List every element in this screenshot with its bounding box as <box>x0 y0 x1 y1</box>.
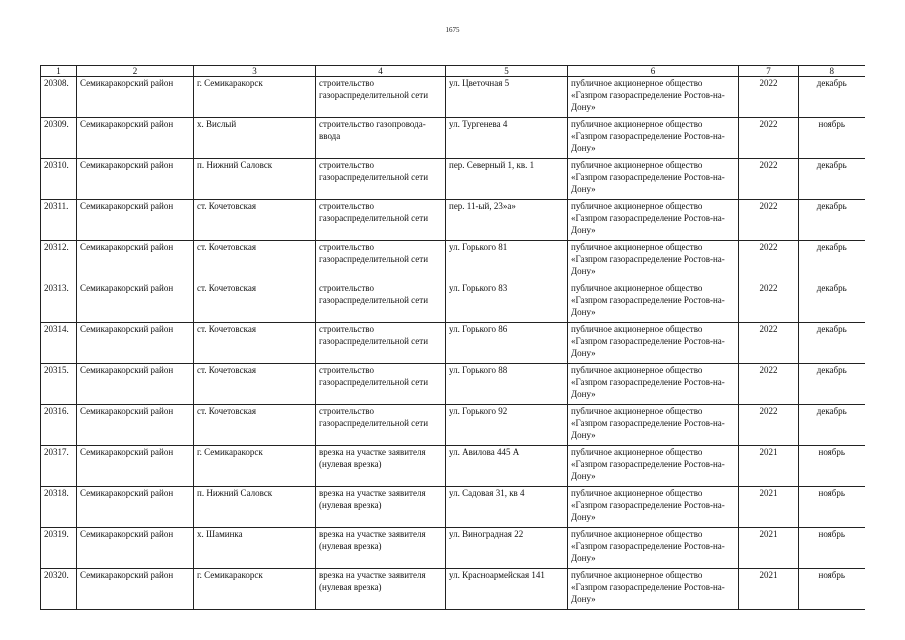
company-cell: публичное акционерное общество «Газпром газораспределение Ростов-на-Дону» <box>568 364 739 405</box>
row-number: 20312. <box>41 241 77 282</box>
address-cell: ул. Горького 88 <box>446 364 568 405</box>
company-cell: публичное акционерное общество «Газпром газораспределение Ростов-на-Дону» <box>568 528 739 569</box>
district-cell: Семикаракорский район <box>77 77 194 118</box>
registry-table <box>40 65 865 610</box>
company-cell: публичное акционерное общество «Газпром газораспределение Ростов-на-Дону» <box>568 77 739 118</box>
company-cell: публичное акционерное общество «Газпром газораспределение Ростов-на-Дону» <box>568 323 739 364</box>
locality-cell: х. Вислый <box>194 118 316 159</box>
district-cell: Семикаракорский район <box>77 528 194 569</box>
district-cell: Семикаракорский район <box>77 487 194 528</box>
locality-cell: г. Семикаракорск <box>194 569 316 610</box>
work-type-cell: строительство газораспределительной сети <box>316 405 446 446</box>
locality-cell: ст. Кочетовская <box>194 241 316 282</box>
row-number: 20310. <box>41 159 77 200</box>
work-type-cell: строительство газораспределительной сети <box>316 200 446 241</box>
company-cell: публичное акционерное общество «Газпром газораспределение Ростов-на-Дону» <box>568 159 739 200</box>
table-row <box>41 528 865 569</box>
row-number: 20317. <box>41 446 77 487</box>
column-header: 6 <box>568 66 739 77</box>
row-number: 20313. <box>41 282 77 323</box>
locality-cell: ст. Кочетовская <box>194 323 316 364</box>
company-cell: публичное акционерное общество «Газпром газораспределение Ростов-на-Дону» <box>568 405 739 446</box>
district-cell: Семикаракорский район <box>77 241 194 282</box>
address-cell: ул. Авилова 445 А <box>446 446 568 487</box>
work-type-cell: строительство газораспределительной сети <box>316 77 446 118</box>
year-cell: 2021 <box>739 446 799 487</box>
row-number: 20309. <box>41 118 77 159</box>
column-header: 7 <box>739 66 799 77</box>
row-number: 20314. <box>41 323 77 364</box>
year-cell: 2022 <box>739 159 799 200</box>
address-cell: ул. Виноградная 22 <box>446 528 568 569</box>
work-type-cell: врезка на участке заявителя (нулевая врезка) <box>316 446 446 487</box>
work-type-cell: строительство газораспределительной сети <box>316 282 446 323</box>
work-type-cell: врезка на участке заявителя (нулевая врезка) <box>316 528 446 569</box>
row-number: 20308. <box>41 77 77 118</box>
month-cell: ноябрь <box>799 446 865 487</box>
column-header: 2 <box>77 66 194 77</box>
address-cell: ул. Горького 86 <box>446 323 568 364</box>
row-number: 20311. <box>41 200 77 241</box>
company-cell: публичное акционерное общество «Газпром газораспределение Ростов-на-Дону» <box>568 487 739 528</box>
address-cell: ул. Горького 92 <box>446 405 568 446</box>
company-cell: публичное акционерное общество «Газпром газораспределение Ростов-на-Дону» <box>568 446 739 487</box>
company-cell: публичное акционерное общество «Газпром газораспределение Ростов-на-Дону» <box>568 241 739 282</box>
work-type-cell: строительство газопровода-ввода <box>316 118 446 159</box>
locality-cell: ст. Кочетовская <box>194 282 316 323</box>
district-cell: Семикаракорский район <box>77 446 194 487</box>
row-number: 20319. <box>41 528 77 569</box>
locality-cell: п. Нижний Саловск <box>194 159 316 200</box>
company-cell: публичное акционерное общество «Газпром газораспределение Ростов-на-Дону» <box>568 569 739 610</box>
table-row <box>41 200 865 241</box>
year-cell: 2022 <box>739 200 799 241</box>
year-cell: 2022 <box>739 282 799 323</box>
row-number: 20320. <box>41 569 77 610</box>
district-cell: Семикаракорский район <box>77 282 194 323</box>
district-cell: Семикаракорский район <box>77 118 194 159</box>
company-cell: публичное акционерное общество «Газпром газораспределение Ростов-на-Дону» <box>568 282 739 323</box>
row-number: 20318. <box>41 487 77 528</box>
month-cell: декабрь <box>799 282 865 323</box>
work-type-cell: строительство газораспределительной сети <box>316 159 446 200</box>
address-cell: ул. Тургенева 4 <box>446 118 568 159</box>
column-number-row <box>41 66 865 77</box>
company-cell: публичное акционерное общество «Газпром газораспределение Ростов-на-Дону» <box>568 200 739 241</box>
table-row <box>41 487 865 528</box>
district-cell: Семикаракорский район <box>77 364 194 405</box>
row-number: 20315. <box>41 364 77 405</box>
year-cell: 2022 <box>739 323 799 364</box>
table-row <box>41 282 865 323</box>
month-cell: декабрь <box>799 364 865 405</box>
month-cell: декабрь <box>799 200 865 241</box>
district-cell: Семикаракорский район <box>77 159 194 200</box>
column-header: 8 <box>799 66 865 77</box>
district-cell: Семикаракорский район <box>77 405 194 446</box>
year-cell: 2022 <box>739 364 799 405</box>
district-cell: Семикаракорский район <box>77 323 194 364</box>
month-cell: декабрь <box>799 241 865 282</box>
address-cell: ул. Садовая 31, кв 4 <box>446 487 568 528</box>
locality-cell: г. Семикаракорск <box>194 446 316 487</box>
month-cell: ноябрь <box>799 528 865 569</box>
month-cell: декабрь <box>799 159 865 200</box>
locality-cell: ст. Кочетовская <box>194 405 316 446</box>
month-cell: декабрь <box>799 323 865 364</box>
table-row <box>41 241 865 282</box>
table-row <box>41 77 865 118</box>
locality-cell: п. Нижний Саловск <box>194 487 316 528</box>
month-cell: ноябрь <box>799 487 865 528</box>
year-cell: 2022 <box>739 241 799 282</box>
year-cell: 2021 <box>739 569 799 610</box>
table-row <box>41 118 865 159</box>
address-cell: пер. Северный 1, кв. 1 <box>446 159 568 200</box>
column-header: 5 <box>446 66 568 77</box>
year-cell: 2022 <box>739 118 799 159</box>
page-number: 1675 <box>445 26 460 34</box>
locality-cell: ст. Кочетовская <box>194 364 316 405</box>
month-cell: декабрь <box>799 405 865 446</box>
table-row <box>41 569 865 610</box>
table-row <box>41 159 865 200</box>
address-cell: ул. Цветочная 5 <box>446 77 568 118</box>
locality-cell: г. Семикаракорск <box>194 77 316 118</box>
month-cell: ноябрь <box>799 569 865 610</box>
table-row <box>41 364 865 405</box>
row-number: 20316. <box>41 405 77 446</box>
locality-cell: х. Шаминка <box>194 528 316 569</box>
address-cell: ул. Красноармейская 141 <box>446 569 568 610</box>
work-type-cell: строительство газораспределительной сети <box>316 241 446 282</box>
year-cell: 2022 <box>739 405 799 446</box>
month-cell: ноябрь <box>799 118 865 159</box>
work-type-cell: строительство газораспределительной сети <box>316 323 446 364</box>
district-cell: Семикаракорский район <box>77 200 194 241</box>
work-type-cell: строительство газораспределительной сети <box>316 364 446 405</box>
address-cell: ул. Горького 81 <box>446 241 568 282</box>
address-cell: пер. 11-ый, 23»а» <box>446 200 568 241</box>
year-cell: 2021 <box>739 528 799 569</box>
column-header: 4 <box>316 66 446 77</box>
month-cell: декабрь <box>799 77 865 118</box>
district-cell: Семикаракорский район <box>77 569 194 610</box>
address-cell: ул. Горького 83 <box>446 282 568 323</box>
column-header: 3 <box>194 66 316 77</box>
table-row <box>41 446 865 487</box>
year-cell: 2022 <box>739 77 799 118</box>
locality-cell: ст. Кочетовская <box>194 200 316 241</box>
table-row <box>41 405 865 446</box>
table-row <box>41 323 865 364</box>
work-type-cell: врезка на участке заявителя (нулевая врезка) <box>316 569 446 610</box>
company-cell: публичное акционерное общество «Газпром газораспределение Ростов-на-Дону» <box>568 118 739 159</box>
work-type-cell: врезка на участке заявителя (нулевая врезка) <box>316 487 446 528</box>
year-cell: 2021 <box>739 487 799 528</box>
column-header: 1 <box>41 66 77 77</box>
